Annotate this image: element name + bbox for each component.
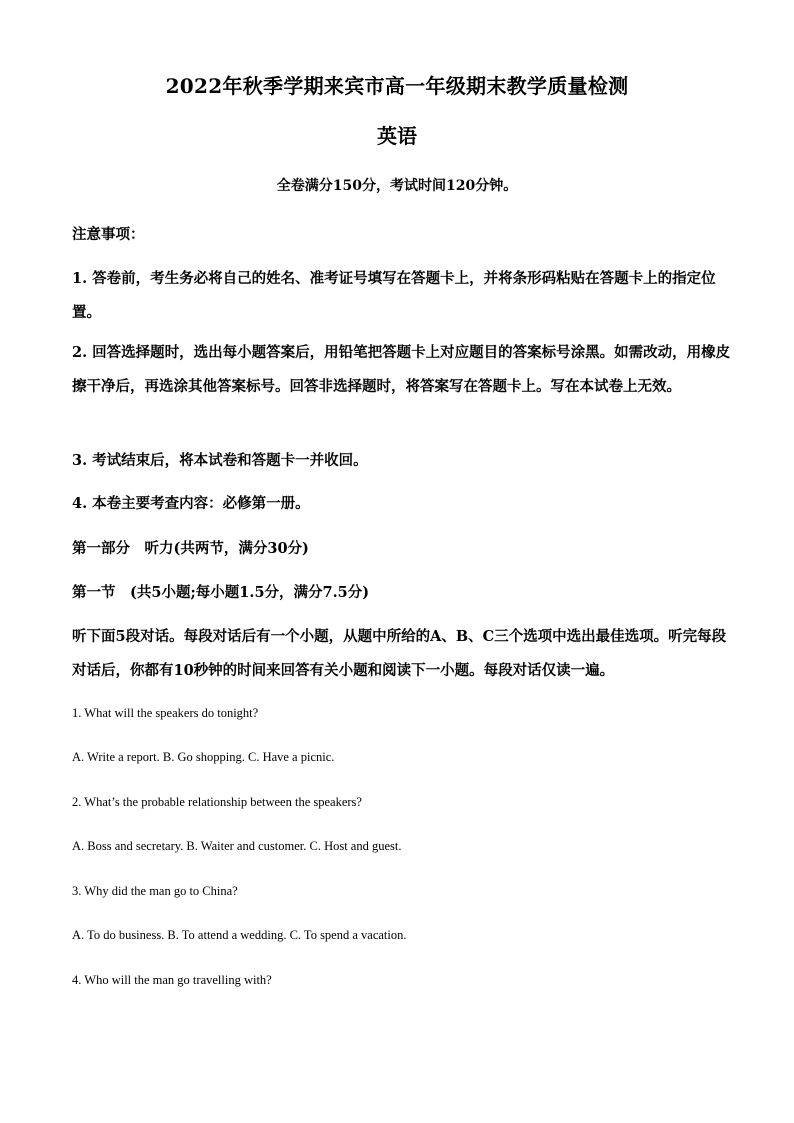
- section-one-heading: 第一节 (共5小题;每小题1.5分，满分7.5分): [72, 584, 370, 601]
- listening-instructions: 听下面5段对话。每段对话后有一个小题，从题中所给的A、B、C三个选项中选出最佳选项。听完每段对话后，你都有10秒钟的时间来回答有关小题和阅读下一小题。每段对话仅读一遍。: [72, 628, 727, 679]
- note-item-1: 1. 答卷前，考生务必将自己的姓名、准考证号填写在答题卡上，并将条形码粘贴在答题卡上的指定位置。: [72, 270, 716, 321]
- question-1-stem: 1. What will the speakers do tonight?: [72, 706, 259, 720]
- question-3-options: A. To do business. B. To attend a wedding. C. To spend a vacation.: [72, 928, 407, 942]
- question-3-stem: 3. Why did the man go to China?: [72, 884, 238, 898]
- part-one-heading: 第一部分 听力(共两节，满分30分): [72, 540, 309, 557]
- note-item-4: 4. 本卷主要考查内容：必修第一册。: [72, 495, 310, 512]
- question-2-stem: 2. What’s the probable relationship between the speakers?: [72, 795, 362, 809]
- question-1-options: A. Write a report. B. Go shopping. C. Have a picnic.: [72, 750, 335, 764]
- notes-heading: 注意事项：: [72, 226, 145, 243]
- score-and-time-info: 全卷满分150分，考试时间120分钟。: [276, 178, 518, 194]
- exam-subject: 英语: [377, 124, 417, 148]
- question-4-stem: 4. Who will the man go travelling with?: [72, 973, 272, 987]
- question-2-options: A. Boss and secretary. B. Waiter and customer. C. Host and guest.: [72, 839, 402, 853]
- note-item-2: 2. 回答选择题时，选出每小题答案后，用铅笔把答题卡上对应题目的答案标号涂黑。如需改动，用橡皮擦干净后，再选涂其他答案标号。回答非选择题时，将答案写在答题卡上。写在本试卷上无效。: [72, 344, 731, 395]
- exam-title: 2022年秋季学期来宾市高一年级期末教学质量检测: [165, 74, 629, 98]
- note-item-3: 3. 考试结束后，将本试卷和答题卡一并收回。: [72, 452, 368, 469]
